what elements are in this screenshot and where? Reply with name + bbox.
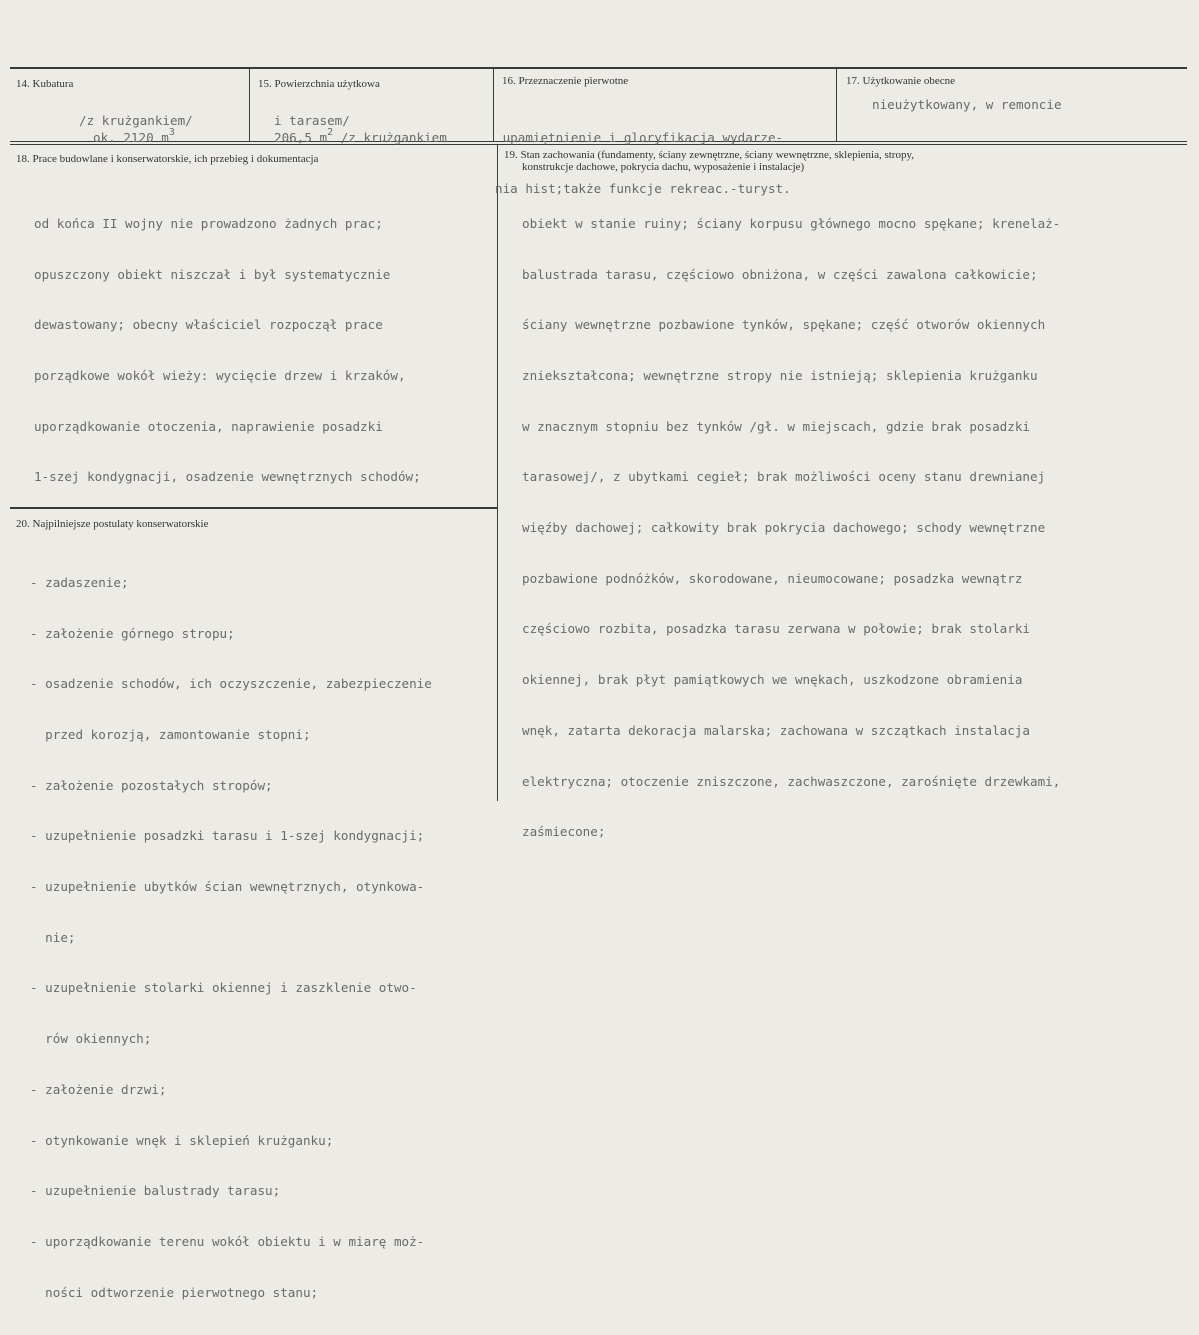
postulaty-line: - założenie pozostałych stropów;: [30, 777, 273, 793]
powierzchnia-value: [274, 96, 447, 181]
postulaty-line: przed korozją, zamontowanie stopni;: [30, 726, 311, 742]
kubatura-value-main: ok. 2120 m: [93, 129, 169, 145]
col-divider-15-16: [493, 68, 494, 142]
stan-line: zniekształcona; wewnętrzne stropy nie istnieją; sklepienia krużganku: [522, 367, 1038, 383]
przeznaczenie-line: nia hist;także funkcje rekreac.-turyst.: [495, 180, 791, 196]
kubatura-unit-exponent: 3: [168, 126, 175, 138]
stan-label-line2: konstrukcje dachowe, pokrycia dachu, wyposażenie i instalacje): [522, 161, 805, 173]
postulaty-line: - uzupełnienie balustrady tarasu;: [30, 1183, 281, 1199]
stan-line: wnęk, zatarta dekoracja malarska; zachowana w szczątkach instalacja: [522, 722, 1030, 738]
stan-line: więźby dachowej; całkowity brak pokrycia dachowego; schody wewnętrzne: [522, 520, 1046, 536]
powierzchnia-value-note: /z krużgankiem: [333, 129, 447, 145]
postulaty-line: - zadaszenie;: [30, 574, 129, 590]
postulaty-line: - otynkowanie wnęk i sklepień krużganku;: [30, 1132, 334, 1148]
col-divider-16-17: [836, 68, 837, 142]
powierzchnia-note: i tarasem/: [274, 113, 350, 128]
stan-line: zaśmiecone;: [522, 824, 606, 840]
kubatura-note: /z krużgankiem/: [79, 113, 193, 128]
prace-label: 18. Prace budowlane i konserwatorskie, ich przebieg i dokumentacja: [16, 153, 319, 165]
przeznaczenie-label: 16. Przeznaczenie pierwotne: [502, 75, 629, 87]
powierzchnia-label: 15. Powierzchnia użytkowa: [258, 78, 380, 90]
stan-line: w znacznym stopniu bez tynków /gł. w miejscach, gdzie brak posadzki: [522, 418, 1030, 434]
col-divider-14-15: [249, 68, 250, 142]
top-border: [10, 67, 1187, 69]
stan-line: obiekt w stanie ruiny; ściany korpusu głównego mocno spękane; krenelaż-: [522, 215, 1061, 231]
kubatura-value: [93, 96, 175, 181]
przeznaczenie-line: upamiętnienie i gloryfikacja wydarze-: [495, 129, 784, 145]
prace-line: uporządkowanie otoczenia, naprawienie posadzki: [34, 418, 383, 434]
prace-text: [34, 182, 421, 520]
postulaty-line: - uzupełnienie posadzki tarasu i 1-szej kondygnacji;: [30, 828, 425, 844]
postulaty-line: ności odtworzenie pierwotnego stanu;: [30, 1284, 319, 1300]
stan-line: tarasowej/, z ubytkami cegieł; brak możliwości oceny stanu drewnianej: [522, 469, 1046, 485]
stan-line: elektryczna; otoczenie zniszczone, zachwaszczone, zarośnięte drzewkami,: [522, 773, 1061, 789]
postulaty-line: - uzupełnienie ubytków ścian wewnętrznych, otynkowa-: [30, 879, 425, 895]
stan-label-line1: 19. Stan zachowania (fundamenty, ściany zewnętrzne, ściany wewnętrzne, sklepienia, stropy,: [504, 149, 915, 161]
prace-line: dewastowany; obecny właściciel rozpoczął prace: [34, 317, 383, 333]
prace-line: od końca II wojny nie prowadzono żadnych prac;: [34, 215, 383, 231]
powierzchnia-unit-exponent: 2: [327, 126, 334, 138]
powierzchnia-value-main: 206,5 m: [274, 129, 328, 145]
postulaty-label: 20. Najpilniejsze postulaty konserwatorskie: [16, 518, 209, 530]
stan-text: [522, 182, 1060, 875]
postulaty-line: - założenie górnego stropu;: [30, 625, 235, 641]
prace-line: 1-szej kondygnacji, osadzenie wewnętrznych schodów;: [34, 469, 421, 485]
stan-line: ściany wewnętrzne pozbawione tynków, spękane; część otworów okiennych: [522, 317, 1046, 333]
prace-line: porządkowe wokół wieży: wycięcie drzew i krzaków,: [34, 367, 406, 383]
postulaty-line: - uzupełnienie stolarki okiennej i zaszklenie otwo-: [30, 980, 417, 996]
uzytkowanie-value: nieużytkowany, w remoncie: [872, 97, 1062, 112]
postulaty-text: [30, 541, 432, 1335]
prace-line: opuszczony obiekt niszczał i był systematycznie: [34, 266, 391, 282]
stan-line: pozbawione podnóżków, skorodowane, nieumocowane; posadzka wewnątrz: [522, 570, 1023, 586]
postulaty-line: - osadzenie schodów, ich oczyszczenie, zabezpieczenie: [30, 676, 432, 692]
stan-line: częściowo rozbita, posadzka tarasu zerwana w połowie; brak stolarki: [522, 621, 1030, 637]
kubatura-label: 14. Kubatura: [16, 78, 74, 90]
col-divider-left-right: [497, 145, 498, 801]
postulaty-line: nie;: [30, 929, 76, 945]
stan-line: okiennej, brak płyt pamiątkowych we wnękach, uszkodzone obramienia: [522, 672, 1023, 688]
stan-line: balustrada tarasu, częściowo obniżona, w części zawalona całkowicie;: [522, 266, 1038, 282]
uzytkowanie-label: 17. Użytkowanie obecne: [846, 75, 956, 87]
postulaty-line: - założenie drzwi;: [30, 1081, 167, 1097]
postulaty-line: - uporządkowanie terenu wokół obiektu i w miarę moż-: [30, 1233, 425, 1249]
postulaty-line: rów okiennych;: [30, 1031, 152, 1047]
